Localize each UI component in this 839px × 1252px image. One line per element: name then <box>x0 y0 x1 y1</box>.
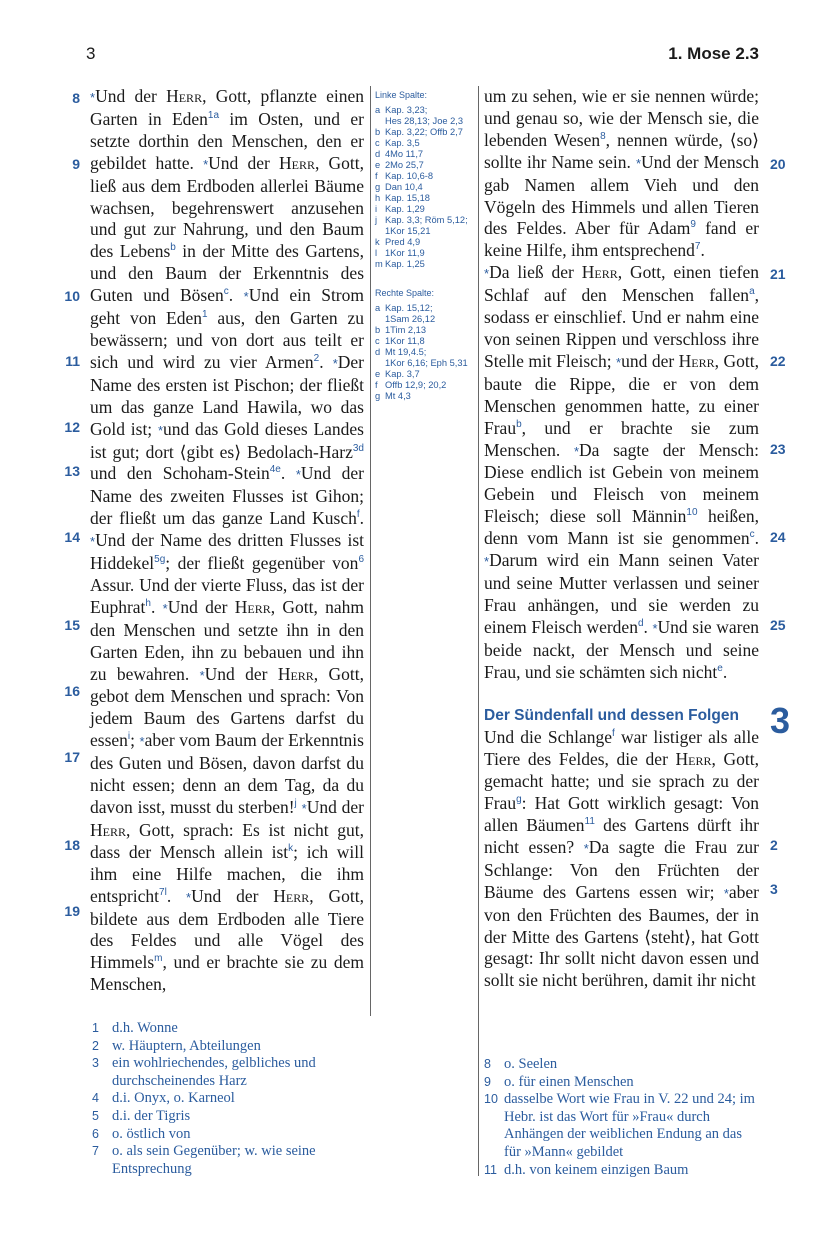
cross-ref-text: Kap. 1,29 <box>385 204 425 214</box>
verse-number: 25 <box>770 617 786 633</box>
footnotes-left <box>92 1020 364 1178</box>
footnote <box>92 1020 364 1038</box>
verse-number: 22 <box>770 353 786 369</box>
cross-ref-letter: a <box>375 105 381 115</box>
cross-reference-column <box>375 88 475 402</box>
page-number: 3 <box>86 44 96 63</box>
footnote <box>92 1108 364 1126</box>
footnote-number: 5 <box>92 1108 99 1123</box>
cross-ref-text: 2Mo 25,7 <box>385 160 424 170</box>
footnote-number: 6 <box>92 1126 99 1141</box>
cross-ref-text: 1Tim 2,13 <box>385 325 426 335</box>
cross-ref-item <box>375 248 475 259</box>
cross-ref-text: Mt 19,4.5; <box>385 347 427 357</box>
cross-ref-letter: h <box>375 193 381 203</box>
cross-ref-text: Kap. 3,5 <box>385 138 420 148</box>
cross-ref-left-list <box>375 105 475 270</box>
footnote <box>92 1038 364 1056</box>
footnote-number: 7 <box>92 1144 99 1159</box>
verse-number: 24 <box>770 529 786 545</box>
cross-ref-letter: f <box>375 380 378 390</box>
footnote-text: w. Häuptern, Abteilungen <box>112 1037 261 1054</box>
footnote <box>92 1055 364 1090</box>
verse-number: 13 <box>64 463 80 479</box>
running-head: 1. Mose 2.3 <box>668 44 759 63</box>
footnote-text: o. östlich von <box>112 1125 191 1142</box>
cross-ref-letter: b <box>375 127 381 137</box>
cross-ref-item <box>375 182 475 193</box>
footnote-text: d.h. Wonne <box>112 1020 178 1036</box>
cross-ref-item <box>375 380 475 391</box>
cross-ref-text: Kap. 3,23; <box>385 105 428 115</box>
footnote <box>484 1074 762 1092</box>
footnote-number: 11 <box>484 1162 497 1177</box>
right-text-column <box>484 86 786 992</box>
footnote <box>92 1126 364 1144</box>
cross-ref-item <box>375 391 475 402</box>
cross-ref-text: Kap. 3,3; Röm 5,12; <box>385 215 468 225</box>
cross-ref-item <box>375 171 475 182</box>
cross-ref-item <box>375 259 475 270</box>
cross-ref-letter: d <box>375 347 381 357</box>
verse-number: 14 <box>64 529 80 545</box>
chapter-number: 3 <box>770 700 791 741</box>
right-body-text-1: um zu sehen, wie er sie nennen würde; und genau so, wie der Mensch sie, die lebenden Wesen$^8$, nennen würde, ⟨so⟩ sollte ihr Name sein. *Und der Mensch gab Namen allem Vieh und den Vögeln des Himmels und allen Tieren des Feldes. Aber für Adam$^9$ fand er keine Hilfe, ihm entsprechend$^7$. <box>484 86 760 261</box>
cross-ref-letter: b <box>375 325 381 335</box>
footnote-number: 9 <box>484 1074 491 1089</box>
cross-ref-letter: c <box>375 138 380 148</box>
cross-ref-left-heading: Linke Spalte: <box>375 90 428 100</box>
cross-ref-text: 1Kor 11,9 <box>385 248 425 258</box>
cross-ref-text: Hes 28,13; Joe 2,3 <box>385 116 464 126</box>
verse-number: 19 <box>64 903 80 919</box>
footnote <box>484 1091 762 1161</box>
cross-ref-letter: g <box>375 391 381 401</box>
cross-ref-text: 4Mo 11,7 <box>385 149 424 159</box>
verse-number: 11 <box>65 353 80 369</box>
footnote-text: d.i. Onyx, o. Karneol <box>112 1090 235 1107</box>
cross-ref-text: Kap. 15,12; <box>385 303 433 313</box>
cross-ref-item <box>375 116 475 127</box>
cross-ref-right-list <box>375 303 475 402</box>
cross-ref-item <box>375 215 475 226</box>
footnote <box>92 1143 364 1178</box>
cross-ref-letter: a <box>375 303 381 313</box>
column-divider-right <box>478 86 479 1176</box>
cross-ref-item <box>375 336 475 347</box>
section-heading: Der Sündenfall und dessen Folgen <box>484 707 739 725</box>
footnote-text: o. als sein Gegenüber; w. wie seine Entsprechung <box>112 1143 316 1177</box>
verse-number: 20 <box>770 156 786 172</box>
cross-ref-letter: d <box>375 149 381 159</box>
cross-ref-item <box>375 204 475 215</box>
cross-ref-letter: f <box>375 171 378 181</box>
cross-ref-item <box>375 358 475 369</box>
verse-number: 2 <box>770 837 778 853</box>
footnote-text: d.h. von keinem einzigen Baum <box>504 1161 689 1178</box>
cross-ref-text: Kap. 3,22; Offb 2,7 <box>385 127 463 137</box>
cross-ref-text: Kap. 10,6-8 <box>385 171 434 181</box>
cross-ref-item <box>375 237 475 248</box>
right-body-text-3: Und die Schlange$^f$ war listiger als alle Tiere des Feldes, die der Herr, Gott, gemacht hatte; und sie sprach zu der Frau$^g$: Hat Gott wirklich gesagt: Von allen Bäumen$^{11}$ des Gartens dürft ihr nicht essen? *Da sagte die Frau zur Schlange: Von den Früchten der Bäume des Gartens essen wir; *aber von den Früchten des Baumes, der in der Mitte des Gartens ⟨steht⟩, hat Gott gesagt: Ihr sollt nicht davon essen und sollt sie nicht berühren, damit ihr nicht <box>484 727 759 991</box>
cross-ref-letter: e <box>375 160 381 170</box>
verse-number: 23 <box>770 441 786 457</box>
cross-ref-item <box>375 138 475 149</box>
cross-ref-item <box>375 369 475 380</box>
left-body-text: *Und der Herr, Gott, pflanzte einen Garten in Eden$^{1a}$ im Osten, und er setzte dorthin den Menschen, den er gebildet hatte. *Und der Herr, Gott, ließ aus dem Erdboden allerlei Bäume wachsen, begehrenswert anzusehen und gut zur Nahrung, und den Baum des Lebens$^b$ in der Mitte des Gartens, und den Baum der Erkenntnis des Guten und Bösen$^c$. *Und ein Strom geht von Eden$^1$ aus, den Garten zu bewässern; und von dort aus teilt er sich und wird zu vier Armen$^2$. *Der Name des ersten ist Pischon; der fließt um das ganze Land Hawila, wo das Gold ist; *und das Gold dieses Landes ist gut; dort ⟨gibt es⟩ Bedolach-Harz$^{3d}$ und den Schoham-Stein$^{4e}$. *Und der Name des zweiten Flusses ist Gihon; der fließt um das ganze Land Kusch$^f$. *Und der Name des dritten Flusses ist Hiddekel$^{5g}$; der fließt gegenüber von$^6$ Assur. Und der vierte Fluss, das ist der Euphrat$^h$. *Und der Herr, Gott, nahm den Menschen und setzte ihn in den Garten Eden, ihn zu bebauen und ihn zu bewahren. *Und der Herr, Gott, gebot dem Menschen und sprach: Von jedem Baum des Gartens darfst du essen$^i$; *aber vom Baum der Erkenntnis des Guten und Bösen, davon darfst du nicht essen; denn an dem Tag, da du davon isst, musst du sterben!$^j$ *Und der Herr, Gott, sprach: Es ist nicht gut, dass der Mensch allein ist$^k$; ich will ihm eine Hilfe machen, die ihm entspricht$^{7l}$. *Und der Herr, Gott, bildete aus dem Erdboden alle Tiere des Feldes und alle Vögel des Himmels$^m$, und er brachte sie zu dem Menschen, <box>90 86 365 995</box>
cross-ref-letter: k <box>375 237 380 247</box>
cross-ref-item <box>375 160 475 171</box>
footnote-number: 2 <box>92 1038 99 1053</box>
cross-ref-text: Kap. 3,7 <box>385 369 420 379</box>
footnote-text: d.i. der Tigris <box>112 1107 191 1124</box>
cross-ref-item <box>375 314 475 325</box>
verse-number: 15 <box>64 617 80 633</box>
footnote-number: 4 <box>92 1091 99 1106</box>
verse-number: 16 <box>64 683 80 699</box>
cross-ref-letter: c <box>375 336 380 346</box>
verse-number: 8 <box>72 90 80 106</box>
cross-ref-text: 1Kor 6,16; Eph 5,31 <box>385 358 468 368</box>
cross-ref-right-heading: Rechte Spalte: <box>375 288 435 298</box>
cross-ref-item <box>375 347 475 358</box>
cross-ref-text: Kap. 15,18 <box>385 193 430 203</box>
verse-number: 21 <box>770 266 786 282</box>
footnotes-right <box>484 1056 762 1179</box>
footnote-number: 8 <box>484 1057 491 1071</box>
footnote-number: 1 <box>92 1021 99 1035</box>
cross-ref-item <box>375 193 475 204</box>
verse-number: 10 <box>64 288 80 304</box>
left-text-column <box>64 86 365 996</box>
footnote-text: o. für einen Menschen <box>504 1073 634 1090</box>
cross-ref-text: Dan 10,4 <box>385 182 423 192</box>
cross-ref-text: Kap. 1,25 <box>385 259 425 269</box>
cross-ref-item <box>375 303 475 314</box>
cross-ref-text: Mt 4,3 <box>385 391 411 401</box>
cross-ref-letter: m <box>375 259 383 269</box>
cross-ref-text: Pred 4,9 <box>385 237 421 247</box>
footnote-text: ein wohlriechendes, gelbliches und durchscheinendes Harz <box>112 1055 316 1089</box>
verse-number: 3 <box>770 881 778 897</box>
footnote-text: o. Seelen <box>504 1056 558 1072</box>
cross-ref-item <box>375 149 475 160</box>
cross-ref-letter: g <box>375 182 381 192</box>
cross-ref-item <box>375 325 475 336</box>
cross-ref-item <box>375 226 475 237</box>
footnote <box>92 1090 364 1108</box>
cross-ref-letter: j <box>375 215 378 225</box>
cross-ref-item <box>375 105 475 116</box>
cross-ref-letter: e <box>375 369 381 379</box>
cross-ref-letter: i <box>375 204 378 214</box>
right-body-text-2: *Da ließ der Herr, Gott, einen tiefen Schlaf auf den Menschen fallen$^a$, sodass er einschlief. Und er nahm eine von seinen Rippen und verschloss ihre Stelle mit Fleisch; *und der Herr, Gott, baute die Rippe, die er von dem Menschen genommen hatte, zu einer Frau$^b$, und er brachte sie zum Menschen. *Da sagte der Mensch: Diese endlich ist Gebein von meinem Gebein und Fleisch von meinem Fleisch; diese soll Männin$^{10}$ heißen, denn vom Mann ist sie genommen$^c$. *Darum wird ein Mann seinen Vater und seine Mutter verlassen und seiner Frau anhängen, und sie werden zu einem Fleisch werden$^d$. *Und sie waren beide nackt, der Mensch und seine Frau, und sie schämten sich nicht$^e$. <box>484 262 760 682</box>
verse-number: 18 <box>64 837 80 853</box>
footnote <box>484 1162 762 1180</box>
verse-number: 9 <box>72 156 80 172</box>
cross-ref-item <box>375 127 475 138</box>
cross-ref-letter: l <box>375 248 378 258</box>
footnote-number: 3 <box>92 1056 99 1071</box>
footnote <box>484 1056 762 1074</box>
cross-ref-text: 1Kor 15,21 <box>385 226 431 236</box>
verse-number: 12 <box>64 419 80 435</box>
footnote-text: dasselbe Wort wie Frau in V. 22 und 24; im Hebr. ist das Wort für »Frau« durch Anhängen der weiblichen Endung an das für »Mann« gebildet <box>504 1091 755 1160</box>
cross-ref-text: Offb 12,9; 20,2 <box>385 380 447 390</box>
cross-ref-text: 1Sam 26,12 <box>385 314 436 324</box>
column-divider-left <box>370 86 371 1016</box>
verse-number: 17 <box>64 749 80 765</box>
cross-ref-text: 1Kor 11,8 <box>385 336 425 346</box>
footnote-number: 10 <box>484 1092 498 1107</box>
